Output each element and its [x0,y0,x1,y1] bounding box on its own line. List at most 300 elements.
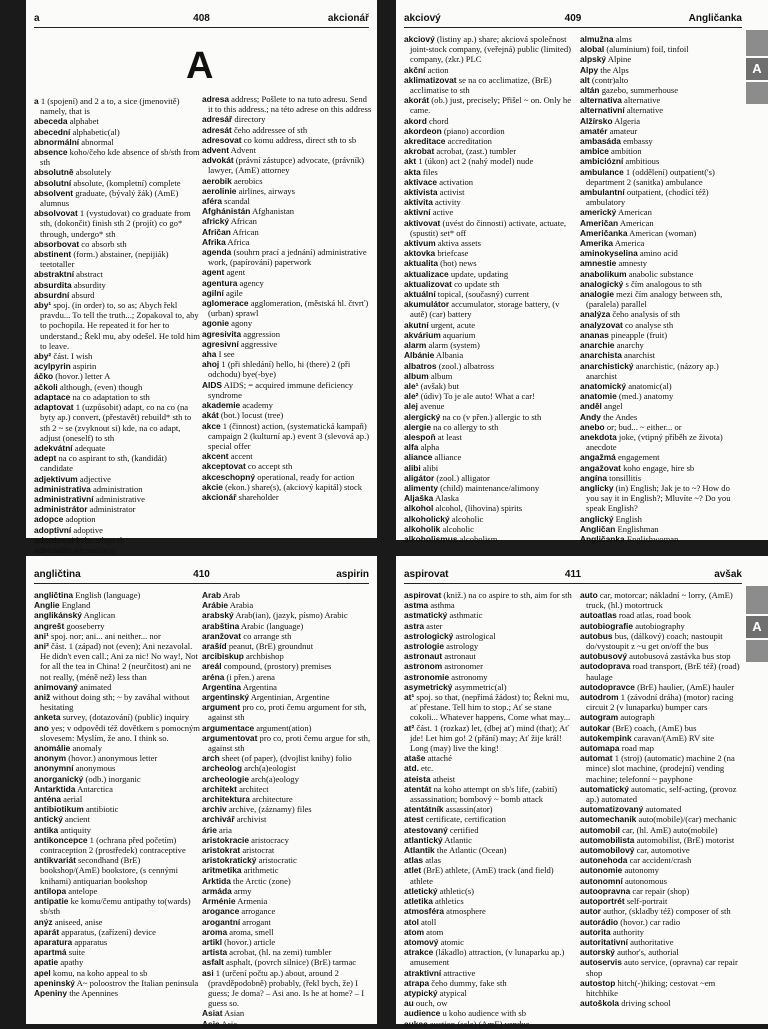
dictionary-entry: architekt architect [202,783,269,794]
dictionary-entry: archivář archivist [202,814,267,825]
dictionary-entry: absolutně absolutely [34,167,112,178]
dictionary-entry: Angličanka Englishwoman [580,533,679,544]
dictionary-entry: Apeniny the Apennines [34,987,119,998]
dictionary-entry: agentura agency [202,277,264,288]
dictionary-entry: ataše attaché [404,753,452,764]
dictionary-entry: alkoholik alcoholic [404,523,474,534]
dictionary-entry: administrativa administration [34,483,143,494]
dictionary-entry: aspirovat (kniž.) na co aspire to sth, aim for sth [404,590,572,600]
page-header [34,10,369,28]
dictionary-entry: akceptovat co accept sth [202,461,293,472]
dictionary-entry: automatický automatic, self-acting, (provoz ap.) automated [580,783,737,805]
dictionary-entry: antikvariát secondhand (BrE) bookshop/(AmE) bookstore, (s cennými knihami) antiquarian bookshop [34,855,178,886]
dictionary-entry: autoškola driving school [580,998,671,1009]
dictionary-entry: Alpy the Alps [580,64,629,75]
dictionary-entry: Alžírsko Algeria [580,115,641,126]
dictionary-entry: aliance alliance [404,452,462,463]
thumb-index-tab [746,82,768,104]
dictionary-entry: akvárium aquarium [404,329,476,340]
dictionary-entry: Arménie Armenia [202,896,268,907]
dictionary-entry: Afghánistán Afghanistan [202,206,295,217]
dictionary-entry: autonehoda car accident/crash [580,855,692,866]
dictionary-entry: Antarktida Antarctica [34,783,113,794]
dictionary-entry: arabský Arab(ian), (jazyk, písmo) Arabic [202,610,348,621]
dictionary-entry: aktualizovat co update sth [404,278,500,289]
page-header [34,566,369,584]
dictionary-entry: autorita authority [580,926,644,937]
dictionary-entry: atol atoll [404,916,437,927]
dictionary-entry: archiv archive, (záznamy) files [202,804,312,815]
dictionary-entry: aktivovat (uvést do činnosti) activate, actuate, (spustit) set* off [404,217,567,238]
dictionary-entry: arabština Arabic (language) [202,620,304,631]
dictionary-entry: areál compound, (prostory) premises [202,661,332,672]
dictionary-entry: anabolikum anabolic substance [580,268,694,279]
dictionary-entry: automechanik auto(mobile)/(car) mechanic [580,814,737,825]
dictionary-entry: anglický English [580,513,642,524]
dictionary-entry: alimenty (child) maintenance/alimony [404,482,540,493]
dictionary-entry: ačkoli although, (even) though [34,381,143,392]
dictionary-entry: aerobik aerobics [202,175,263,186]
dictionary-entry: autonomie autonomy [580,865,659,876]
dictionary-entry: ani² část. 1 (západ) not (even); Ani nezavolal. He didn't even call.; Ani za nic! No way!, Not for all the tea in China! 2 (neurčitost) ani ne not really, (méně než) less than [34,641,198,682]
dictionary-entry: Afrika Africa [202,236,250,247]
dictionary-entry: akreditace accreditation [404,136,492,147]
dictionary-entry: akord chord [404,115,449,126]
dictionary-entry: aniž without doing sth; ~ by zaváhal without hesitating [34,692,190,713]
dictionary-entry: analyzovat co analyse sth [580,319,674,330]
dictionary-entry: automatizovaný automated [580,804,682,815]
dictionary-entry: anebo or; bud... ~ either... or [580,421,682,432]
dictionary-page-409 [396,0,768,544]
dictionary-entry: audience u koho audience with sb [404,1008,526,1019]
dictionary-entry: atraktivní attractive [404,967,476,978]
dictionary-entry: ambulantní outpatient, (chodící též) ambulatory [580,187,709,208]
dictionary-entry: analogie mezi čím analogy between sth, (paralela) parallel [580,289,723,310]
dictionary-entry: advent Advent [202,145,256,156]
dictionary-entry: angličtina English (language) [34,590,141,600]
dictionary-entry: aristokratický aristocratic [202,855,297,866]
dictionary-entry: aktivní active [404,207,454,218]
dictionary-entry: absolutní absolute, (kompletní) complete [34,177,181,188]
dictionary-entry: aréna (i přen.) arena [202,671,275,682]
dictionary-entry: auto car, motorcar; nákladní ~ lorry, (AmE) truck, (hl.) motortruck [580,590,733,611]
thumb-index-tab [746,640,768,662]
header-first-entry: akciový [404,13,441,24]
dictionary-entry: atrapa čeho dummy, fake sth [404,977,507,988]
dictionary-entry: alkohol alcohol, (lihovina) spirits [404,503,523,514]
thumb-index-tab [746,30,768,56]
dictionary-entry: antipatie ke komu/čemu antipathy to(wards) sb/sth [34,896,191,917]
entries-column-left [404,590,574,1029]
dictionary-entry: adoptivní adoptive [34,524,103,535]
dictionary-page-410 [26,556,377,1029]
dictionary-entry: aby¹ spoj. (in order) to, so as; Abych řekl pravdu... To tell the truth...; Zopakoval to, aby to pochopila. He repeated it for her to understand.; Řekl mu, aby odešel. He told him to leave. [34,300,200,351]
entries-column-right [580,34,740,544]
entries-column-left [34,96,200,555]
dictionary-entry: alibi alibi [404,462,439,473]
dictionary-entry: architektura architecture [202,794,293,805]
dictionary-entry: arogance arrogance [202,906,276,917]
dictionary-entry: artikl (hovor.) article [202,936,276,947]
dictionary-entry: alternativní alternative [580,105,664,116]
dictionary-entry: adresa address; Pošlete to na tuto adresu. Send it to this address.; na této adrese on this address [202,94,372,115]
dictionary-entry: aranžovat co arrange sth [202,630,292,641]
dictionary-entry: atletický athletic(s) [404,885,475,896]
entries-column-right [202,94,372,536]
dictionary-entry: album album [404,370,453,381]
page-header [404,566,742,584]
dictionary-entry: abnormální abnormal [34,136,114,147]
dictionary-entry: apatie apathy [34,957,84,968]
dictionary-entry: atletika athletics [404,896,464,907]
dictionary-entry: AIDS AIDS; = acquired immune deficiency syndrome [202,379,354,400]
dictionary-entry: autor author, (skladby též) composer of sth [580,906,731,917]
dictionary-entry: anarchistický anarchistic, (názory ap.) anarchist [580,360,719,381]
dictionary-entry: apeninský A~ poloostrov the Italian peninsula [34,977,199,988]
dictionary-entry: adoptovat koho adopt sb [34,534,125,545]
dictionary-entry: atlet (BrE) athlete, (AmE) track (and field) athlete [404,865,554,886]
dictionary-entry: autostop hitch(-)hiking; cestovat ~em hitchhike [580,977,716,998]
page-header [404,10,742,28]
dictionary-entry: at² část. 1 (rozkaz) let, (dbej ať) mind (that); Ať jde! Let him go! 2 (přání) may; Ať žije král! Long (may) live the king! [404,722,569,754]
entries-column-left [404,34,574,544]
dictionary-entry: anarchie anarchy [580,340,644,351]
dictionary-entry: akciový (listiny ap.) share; akciová společnost joint-stock company, (veřejná) public (limited) company, (zkr.) PLC [404,34,572,65]
dictionary-entry: autoportrét self-portrait [580,896,668,907]
dictionary-entry: anýz aniseed, anise [34,916,103,927]
dictionary-entry: akutní urgent, acute [404,319,476,330]
dictionary-entry: atmosféra atmosphere [404,906,486,917]
dictionary-entry: Aljaška Alaska [404,493,459,504]
header-first-entry: aspirovat [404,569,449,580]
dictionary-entry: absurdita absurdity [34,279,106,290]
dictionary-entry: Arábie Arabia [202,600,254,611]
dictionary-entry: Atlantik the Atlantic (Ocean) [404,845,507,856]
dictionary-entry: aminokyselina amino acid [580,248,678,259]
dictionary-entry: angažmá engagement [580,452,660,463]
dictionary-entry: astronomie astronomy [404,671,488,682]
dictionary-entry: aklimatizovat se na co acclimatize, (BrE) acclimatise to sth [404,74,552,96]
dictionary-entry: au ouch, ow [404,998,448,1009]
dictionary-entry: aroma aroma, smell [202,926,274,937]
section-letter: A [186,45,214,87]
dictionary-entry: akční action [404,64,449,75]
dictionary-entry: archeologie arch(a)eology [202,773,299,784]
dictionary-entry: astma asthma [404,600,455,611]
dictionary-entry: Američan American [580,217,654,228]
dictionary-entry: Afričan African [202,226,259,237]
dictionary-entry: adekvátní adequate [34,442,106,453]
dictionary-entry: akumulátor accumulator, storage battery, (v autě) (car) battery [404,299,560,320]
dictionary-entry: akceschopný operational, ready for action [202,471,355,482]
dictionary-entry: alternativa alternative [580,95,661,106]
dictionary-entry: autodrom 1 (závodní dráha) (motor) racing circuit 2 (v lunaparku) bumper cars [580,692,734,713]
dictionary-entry: antický ancient [34,814,90,825]
dictionary-entry: autobusový autobusová zastávka bus stop [580,651,731,662]
dictionary-entry: aktivista activist [404,187,465,198]
dictionary-entry: alkoholický alcoholic [404,513,484,524]
dictionary-entry: automapa road map [580,743,654,754]
dictionary-entry: anekdota joke, (vtipný příběh ze života) anecdote [580,431,723,453]
dictionary-entry: akcie (ekon.) share(s), (akciový kapitál) stock [202,481,363,492]
dictionary-entry: anatomie (med.) anatomy [580,391,674,402]
header-first-entry: a [34,13,40,24]
dictionary-entry: angrešt gooseberry [34,620,105,631]
dictionary-entry: autogram autograph [580,712,655,723]
dictionary-entry: anatomický anatomic(al) [580,380,672,391]
dictionary-page-408 [26,0,377,555]
dictionary-entry: alarm alarm (system) [404,340,480,351]
dictionary-entry: atlantický Atlantic [404,834,472,845]
dictionary-entry: anarchista anarchist [580,350,656,361]
dictionary-entry: akát (bot.) locust (tree) [202,410,284,421]
dictionary-entry: adept na co aspirant to sth, (kandidát) candidate [34,453,167,474]
page-number: 411 [564,569,582,580]
dictionary-entry: adrenalin adrenalin(e) [34,544,115,555]
dictionary-entry: amnestie amnesty [580,258,648,269]
dictionary-entry: Asiat Asian [202,1008,245,1019]
dictionary-entry: americký American [580,207,652,218]
dictionary-entry: Albánie Albania [404,350,464,361]
dictionary-entry: autokempink caravan/(AmE) RV site [580,732,715,743]
entries-column-left [34,590,200,1024]
dictionary-entry: adresát čeho addressee of sth [202,124,308,135]
dictionary-entry: antilopa antelope [34,885,98,896]
dictionary-entry: aktuální topical, (současný) current [404,289,530,300]
dictionary-entry: Angličan Englishman [580,523,659,534]
dictionary-entry: ateista atheist [404,773,456,784]
dictionary-entry: autoopravna car repair (shop) [580,885,690,896]
dictionary-entry: aby² část. I wish [34,351,93,362]
dictionary-entry: áčko (hovor.) letter A [34,371,111,382]
dictionary-entry: autodoprava road transport, (BrE též) (road) haulage [580,661,740,682]
dictionary-entry: ano yes; v odpovědi též dovětkem s pomocným slovesem: Myslím, že ano. I think so. [34,722,200,743]
dictionary-entry: arašíd peanut, (BrE) groundnut [202,641,314,652]
dictionary-entry: akcent accent [202,451,253,462]
dictionary-entry: adjektivum adjective [34,473,111,484]
dictionary-entry: anděl angel [580,401,623,412]
header-first-entry: angličtina [34,569,81,580]
dictionary-entry: autoatlas road atlas, road book [580,610,691,621]
dictionary-entry: Arab Arab [202,590,240,600]
dictionary-entry: alkoholismus alcoholism [404,533,498,544]
dictionary-entry: absurdní absurd [34,289,95,300]
dictionary-entry: ahoj 1 (při shledání) hello, hi (there) 2 (při odchodu) bye(-bye) [202,359,351,380]
dictionary-entry: ale² (údiv) To je ale auto! What a car! [404,391,535,402]
dictionary-entry: astronom astronomer [404,661,483,672]
dictionary-entry: aparatura apparatus [34,936,108,947]
dictionary-entry: argumentace argument(ation) [202,722,312,733]
dictionary-entry: apel komu, na koho appeal to sb [34,967,148,978]
dictionary-entry: animovaný animated [34,681,112,692]
dictionary-entry: autobiografie autobiography [580,620,685,631]
header-last-entry: aspirin [336,569,369,580]
dictionary-entry: akt 1 (úkon) act 2 (nahý model) nude [404,156,534,167]
dictionary-entry: altán gazebo, summerhouse [580,85,679,96]
dictionary-entry: ambiciózní ambitious [580,156,660,167]
dictionary-entry: astrologie astrology [404,641,479,652]
dictionary-entry: automobilový car, automotive [580,845,690,856]
dictionary-entry: autobus bus, (dálkový) coach; nastoupit do/vystoupit z ~u get on/off the bus [580,630,723,652]
dictionary-entry: absence koho/čeho kde absence of sb/sth from sth [34,147,200,168]
dictionary-entry: agenda (souhrn prací a jednání) administrative work, (papírování) paperwork [202,247,367,268]
dictionary-entry: alpský Alpine [580,54,632,65]
dictionary-entry: alergický na co (v přen.) allergic to sth [404,411,542,422]
header-last-entry: akcionář [327,13,369,24]
dictionary-entry: ani¹ spoj. nor; ani... ani neither... nor [34,630,161,641]
dictionary-entry: alt (contr)alto [580,74,629,85]
dictionary-entry: agresivní aggressive [202,338,278,349]
entries-column-right [202,590,372,1029]
page-number: 409 [564,13,582,24]
thumb-index-letter: A [746,58,768,80]
dictionary-entry: atentát na koho attempt on sb's life, (zabití) assassination; bombový ~ bomb attack [404,783,558,805]
dictionary-entry: autokar (BrE) coach, (AmE) bus [580,722,697,733]
dictionary-entry: archeolog arch(a)eologist [202,763,296,774]
dictionary-entry: aglomerace agglomeration, (městská hl. čtvrť) (urban) sprawl [202,298,369,319]
dictionary-page-411 [396,556,768,1029]
dictionary-entry: aktivita activity [404,197,461,208]
dictionary-entry: aktovka briefcase [404,248,469,259]
dictionary-entry: anglicky (in) English; Jak je to ~? How do you say it in English?; Mluvíte ~? Do you speak English? [580,482,731,514]
dictionary-entry: aféra scandal [202,196,250,207]
dictionary-entry: arch sheet (of paper), (dvojlist knihy) folio [202,753,352,764]
dictionary-entry: aristokracie aristocracy [202,834,289,845]
dictionary-entry: aktualita (hot) news [404,258,477,269]
dictionary-entry: aritmetika arithmetic [202,865,279,876]
dictionary-entry: antibiotikum antibiotic [34,804,119,815]
dictionary-entry: africký African [202,216,257,227]
dictionary-entry: arcibiskup archbishop [202,651,284,662]
dictionary-entry: alergie na co allergy to sth [404,421,499,432]
dictionary-entry: anonym (hovor.) anonymous letter [34,753,158,764]
dictionary-entry: anomálie anomaly [34,743,103,754]
dictionary-entry: ale¹ (avšak) but [404,380,460,391]
dictionary-entry: atd. etc. [404,763,434,774]
dictionary-entry: akrobat acrobat, (zast.) tumbler [404,146,517,157]
dictionary-entry: antikoncepce 1 (ochrana před početím) contraception 2 (prostředek) contraceptive [34,834,186,856]
dictionary-entry: automat 1 (stroj) (automatic) machine 2 (na mince) slot machine, (prodejní) vending machine; telefonní ~ payphone [580,753,735,784]
dictionary-entry: apartmá suite [34,947,85,958]
dictionary-entry: aktivace activation [404,176,474,187]
dictionary-entry: alobal (aluminium) foil, tinfoil [580,44,689,55]
dictionary-entry: autonomní autonomous [580,875,667,886]
dictionary-entry: autoservis auto service, (opravna) car repair shop [580,957,738,978]
dictionary-entry: arogantní arrogant [202,916,271,927]
dictionary-entry: anténa aerial [34,794,83,805]
dictionary-entry: aktualizace update, updating [404,268,509,279]
dictionary-entry: advokát (právní zástupce) advocate, (právník) lawyer, (AmE) attorney [202,155,365,176]
dictionary-entry: aerolinie airlines, airways [202,185,295,196]
dictionary-entry: ananas pineapple (fruit) [580,329,668,340]
dictionary-entry: Asie Asia [202,1018,238,1029]
dictionary-entry: abstraktní abstract [34,269,103,280]
dictionary-entry: a 1 (spojení) and 2 a to, a sice (jmenovitě) namely, that is [34,96,180,117]
dictionary-entry: argument pro co, proti čemu argument for sth, against sth [202,702,367,723]
dictionary-entry: agresivita aggression [202,328,281,339]
dictionary-entry: atom atom [404,926,444,937]
dictionary-entry: adaptovat 1 (uzpůsobit) adapt, co na co (na byty ap.) convert, (přestavět) rebuild* sth to sth 2 ~ se (zvyknout si) kde, na co adapt, adjust (oneself) to sth [34,402,192,443]
dictionary-entry: adresovat co komu address, direct sth to sb [202,134,357,145]
dictionary-entry: armáda army [202,885,252,896]
dictionary-entry: absolvovat 1 (vystudovat) co graduate from sth, (dokončit) finish sth 2 (projít) co go* through, undergo* sth [34,208,191,239]
dictionary-entry: aktivum aktiva assets [404,238,482,249]
dictionary-entry: automobil car, (hl. AmE) auto(mobile) [580,824,718,835]
dictionary-entry: Američanka American (woman) [580,227,697,238]
dictionary-entry: argentinský Argentinian, Argentine [202,692,330,703]
dictionary-entry: aparát apparatus, (zařízení) device [34,926,157,937]
dictionary-entry: akcionář shareholder [202,491,279,502]
dictionary-entry: árie aria [202,824,232,835]
dictionary-entry: anketa survey, (dotazování) (public) inquiry [34,712,190,723]
dictionary-entry: akce 1 (činnost) action, (systematická kampaň) campaign 2 (kulturní ap.) event 3 (slevová ap.) special offer [202,420,370,451]
thumb-index-tab [746,586,768,614]
header-last-entry: Angličanka [688,13,742,24]
dictionary-entry: anorganický (odb.) inorganic [34,773,141,784]
dictionary-entry: abecední alphabetic(al) [34,126,120,137]
dictionary-entry: akorát (ob.) just, precisely; Přišel ~ on. Only he came. [404,95,572,116]
dictionary-entry: agonie agony [202,318,253,329]
thumb-index-letter: A [746,616,768,638]
dictionary-entry: astra aster [404,620,443,631]
dictionary-entry: akademie academy [202,400,273,411]
dictionary-entry: Arktida the Arctic (zone) [202,875,291,886]
dictionary-entry: akta files [404,166,438,177]
header-last-entry: avšak [714,569,742,580]
dictionary-entry: angažovat koho engage, hire sb [580,462,695,473]
dictionary-entry: analýza čeho analysis of sth [580,309,680,320]
page-number: 410 [193,569,210,580]
dictionary-entry: autoritativní authoritative [580,936,674,947]
dictionary-entry: autodopravce (BrE) haulier, (AmE) hauler [580,681,735,692]
dictionary-entry: asfalt asphalt, (povrch silnice) (BrE) tarmac [202,957,357,968]
dictionary-entry: atypický atypical [404,987,467,998]
dictionary-entry: atentátník assassin(ator) [404,804,493,815]
dictionary-entry: at¹ spoj. so that, (nepřímá žádost) to; Řekni mu, ať přestane. Tell him to stop.; Ať se stane cokoli... Whatever happens, Come what may... [404,692,571,723]
dictionary-entry: adresář directory [202,114,266,125]
dictionary-entry: atomový atomic [404,936,464,947]
dictionary-entry: Argentina Argentina [202,681,277,692]
dictionary-entry: absolvent graduate, (bývalý žák) (AmE) alumnus [34,187,179,209]
dictionary-entry: asymetrický asymmetric(al) [404,681,507,692]
dictionary-entry: administrátor administrator [34,504,136,515]
dictionary-entry: almužna alms [580,34,632,44]
dictionary-entry: antika antiquity [34,824,91,835]
dictionary-entry: agent agent [202,267,246,278]
dictionary-entry: agilní agile [202,287,243,298]
dictionary-entry: aristokrat aristocrat [202,845,275,856]
dictionary-entry: astrologický astrological [404,630,496,641]
dictionary-entry: aligátor (zool.) alligator [404,472,490,483]
dictionary-entry: autorský author's, authorial [580,947,679,958]
dictionary-entry: anonymní anonymous [34,763,116,774]
dictionary-entry: ambulance 1 (oddělení) outpatient('s) department 2 (sanitka) ambulance [580,166,715,187]
dictionary-entry: ambice ambition [580,146,642,157]
dictionary-entry: atlas atlas [404,855,441,866]
dictionary-entry: albatros (zool.) albatross [404,360,495,371]
dictionary-entry: acylpyrin aspirin [34,361,97,372]
dictionary-entry: autorádio (hovor.) car radio [580,916,681,927]
entries-column-right [580,590,740,1024]
dictionary-entry: astmatický asthmatic [404,610,483,621]
dictionary-entry: Andy the Andes [580,411,638,422]
page-number: 408 [193,13,210,24]
dictionary-entry: atestovaný certified [404,824,479,835]
dictionary-entry: adaptace na co adaptation to sth [34,391,150,402]
dictionary-entry: aha I see [202,349,235,360]
dictionary-entry: aukce auction (sale) (AmE) vendue [404,1018,530,1029]
dictionary-entry: absorbovat co absorb sth [34,238,127,249]
